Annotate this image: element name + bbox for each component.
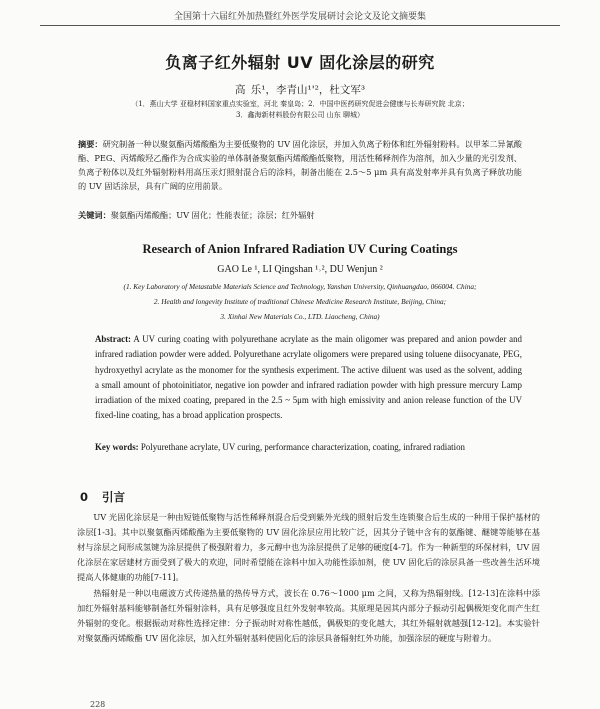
chinese-affiliations [60, 99, 540, 121]
english-keywords-label: Key words: [95, 442, 139, 452]
english-affiliations [80, 279, 520, 324]
section-heading [80, 489, 139, 505]
english-abstract-text: A UV curing coating with polyurethane acrylate as the main oligomer was prepared and anion powder and infrared radiation powder were added. Polyurethane acrylate oligomers were prepared using toluene diisocyanate, PEG, hydroxyethyl acrylate as the monomer for the synthesis experiment. The active diluent was used as the solvent, adding a small amount of photoinitiator, negative ion powder and infrared radiation powder with high pressure mercury Lamp irradiation of the mixed coating, prepared in the 2.5 ~ 5μm with high emissivity and anion release function of the UV fixed-line coating, has a broad application prospects. [95, 334, 522, 421]
body-paragraph: UV 光固化涂层是一种由短链低聚物与活性稀释剂混合后受到紫外光线的照射后发生连锁聚合后生成的一种用于保护基材的涂层[1-3]。其中以聚氨酯丙烯酸酯为主要低聚物的 UV 固化涂层应用比较广泛，因其分子链中含有的氨酯键、醚键等能够在基材与涂层之间形成氢键为涂层提供了极强附着力，多元醇中也为涂层提供了足够的硬度[4-7]。作为一种新型的环保材料，UV 固化涂层在家居建材方面受到了极大的欢迎，同时希望能在涂料中加入功能性添加剂，使 UV 固化后的涂层具备一些改善生活环境提高人体健康的功能[7-11]。 [77, 512, 540, 582]
english-title: Research of Anion Infrared Radiation UV Curing Coatings [142, 242, 458, 256]
chinese-keywords-label: 关键词： [78, 210, 111, 220]
chinese-affiliation-line: 3．鑫海新材料股份有限公司 山东 聊城） [236, 111, 364, 119]
running-header: 全国第十六届红外加热暨红外医学发展研讨会论文及论文摘要集 [40, 9, 560, 26]
english-keywords [95, 440, 522, 455]
body-paragraph: 热辐射是一种以电磁波方式传递热量的热传导方式，波长在 0.76～1000 μm 之间，又称为热辐射线。[12-13]在涂料中添加红外辐射基料能够制备红外辐射涂料，具有足够强度且红外发射率较高。其原理是因其内部分子振动引起偶极矩变化而产生红外辐射的变化。根据振动对称性选择定律：分子振动时对称性越低，偶极矩的变化越大，其红外辐射就越强[12-12]。本实验针对聚氨酯丙烯酸酯 UV 固化涂层，加入红外辐射基料使固化后的涂层具备辐射红外功能，加强涂层的硬度与附着力。 [77, 588, 540, 643]
chinese-authors: 高 乐¹，李青山¹'²，杜文军³ [234, 84, 366, 96]
section-number: 0 [80, 490, 89, 504]
english-affiliation-line: 2. Health and longevity Institute of traditional Chinese Medicine Research Institute, Beijing, China; [153, 297, 447, 306]
english-keywords-text: Polyurethane acrylate, UV curing, performance characterization, coating, infrared radiation [140, 442, 465, 452]
body-text [77, 510, 540, 646]
english-authors: GAO Le ¹, LI Qingshan ¹˒², DU Wenjun ² [217, 264, 383, 275]
chinese-affiliation-line: （1．燕山大学 亚稳材料国家重点实验室，河北 秦皇岛；2．中国中医药研究促进会健康与长寿研究院 北京； [131, 100, 469, 108]
english-abstract [95, 332, 522, 424]
chinese-keywords [78, 208, 522, 222]
english-affiliation-line: (1. Key Laboratory of Metastable Materials Science and Technology, Yanshan University, Qinhuangdao, 066004. China; [123, 282, 477, 291]
section-title: 引言 [102, 490, 126, 504]
english-abstract-label: Abstract: [95, 334, 131, 344]
english-affiliation-line: 3. Xinhai New Materials Co., LTD. Liaocheng, China) [220, 312, 380, 321]
chinese-abstract-label: 摘要： [78, 139, 103, 149]
chinese-abstract-text: 研究制备一种以聚氨酯丙烯酸酯为主要低聚物的 UV 固化涂层，并加入负离子粉体和红外辐射粉料。以甲苯二异氰酸酯、PEG、丙烯酸羟乙酯作为合成实验的单体制备聚氨酯丙烯酸酯低聚物，用活性稀释剂作为溶剂，加入少量的光引发剂、负离子粉体以及红外辐射粉料用高压汞灯照射混合后的涂料，制备出能在 2.5～5 μm 具有高发射率并具有负离子释放功能的 UV 固话涂层，具有广阔的应用前景。 [78, 139, 522, 191]
chinese-title: 负离子红外辐射 UV 固化涂层的研究 [165, 53, 435, 72]
chinese-keywords-text: 聚氨酯丙烯酸酯；UV 固化；性能表征；涂层；红外辐射 [110, 210, 315, 220]
page-number: 228 [90, 700, 106, 709]
chinese-abstract [78, 137, 522, 193]
